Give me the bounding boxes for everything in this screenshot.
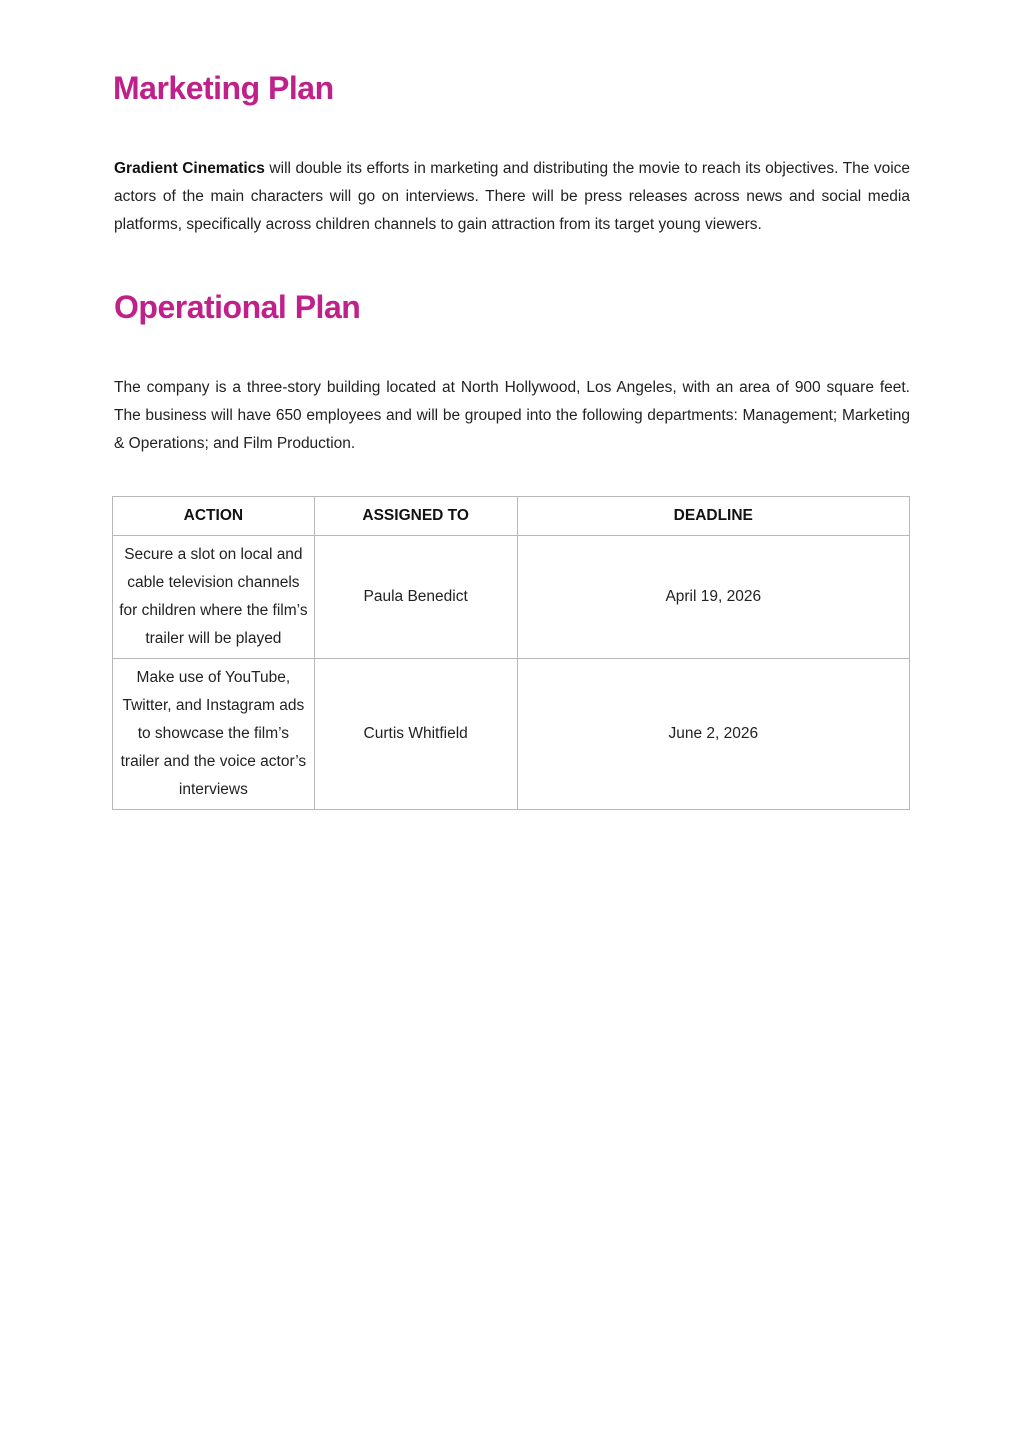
marketing-paragraph-text: will double its efforts in marketing and distributing the movie to reach its objectives. The voice actors of the main characters will go on interviews. There will be press releases across news and social media platforms, specifically across children channels to gain attraction from its target young viewers. [114, 160, 911, 233]
deadline-cell: June 2, 2026 [517, 659, 909, 810]
header-assigned-to: ASSIGNED TO [314, 497, 517, 536]
operational-plan-paragraph: The company is a three-story building located at North Hollywood, Los Angeles, with an area of 900 square feet. The business will have 650 employees and will be grouped into the following departments: Management; Marketing & Operations; and Film Production. [114, 379, 910, 452]
action-cell: Secure a slot on local and cable television channels for children where the film’s trailer will be played [113, 536, 315, 659]
table-row [113, 659, 910, 810]
assigned-to-cell: Curtis Whitfield [314, 659, 517, 810]
company-name: Gradient Cinematics [114, 160, 265, 177]
assigned-to-cell: Paula Benedict [314, 536, 517, 659]
marketing-plan-title: Marketing Plan [113, 70, 334, 106]
header-deadline: DEADLINE [517, 497, 909, 536]
operational-plan-title: Operational Plan [114, 289, 361, 325]
table-header-row [113, 497, 910, 536]
action-plan-table [112, 496, 910, 810]
marketing-plan-paragraph [114, 155, 910, 239]
action-cell: Make use of YouTube, Twitter, and Instagram ads to showcase the film’s trailer and the voice actor’s interviews [113, 659, 315, 810]
table-row [113, 536, 910, 659]
deadline-cell: April 19, 2026 [517, 536, 909, 659]
header-action: ACTION [113, 497, 315, 536]
